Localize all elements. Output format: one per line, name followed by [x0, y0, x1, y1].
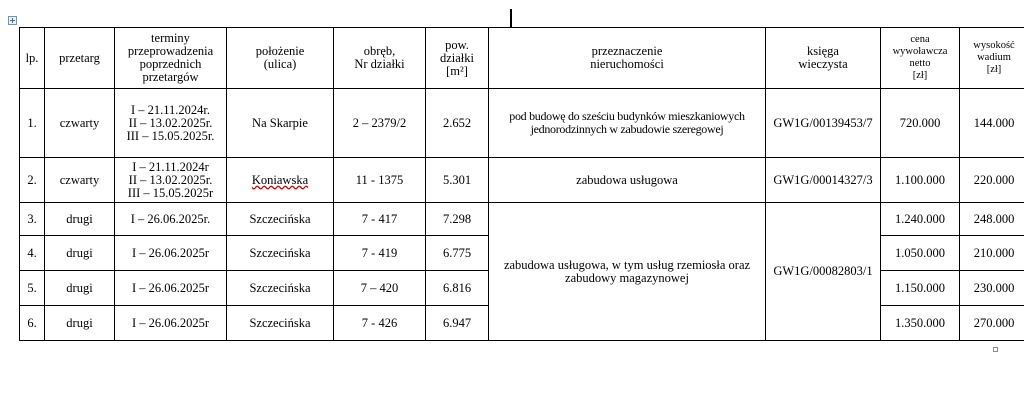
cell-lp[interactable]: 3.	[20, 203, 45, 236]
header-lp[interactable]: lp.	[20, 28, 45, 89]
cell-ulica[interactable]: Szczecińska	[227, 271, 334, 306]
cell-przeznaczenie[interactable]: pod budowę do sześciu budynków mieszkaniowych jednorodzinnych w zabudowie szeregowej	[489, 89, 766, 158]
table-row	[20, 89, 1024, 158]
cell-lp[interactable]: 5.	[20, 271, 45, 306]
cell-pow[interactable]: 6.947	[426, 306, 489, 341]
cell-pow[interactable]: 6.816	[426, 271, 489, 306]
cell-ksiega[interactable]: GW1G/00014327/3	[766, 158, 881, 203]
cell-ulica[interactable]	[227, 158, 334, 203]
cell-terminy[interactable]: I – 26.06.2025r	[115, 236, 227, 271]
cell-przetarg[interactable]: czwarty	[45, 158, 115, 203]
cell-terminy[interactable]: I – 21.11.2024r. II – 13.02.2025r. III – 15.05.2025r.	[115, 89, 227, 158]
cell-cena[interactable]: 720.000	[881, 89, 960, 158]
cell-ulica[interactable]: Szczecińska	[227, 236, 334, 271]
cell-ksiega[interactable]: GW1G/00139453/7	[766, 89, 881, 158]
cell-obreb[interactable]: 2 – 2379/2	[334, 89, 426, 158]
cell-obreb[interactable]: 7 - 426	[334, 306, 426, 341]
cell-przetarg[interactable]: czwarty	[45, 89, 115, 158]
cell-przeznaczenie-merged[interactable]: zabudowa usługowa, w tym usług rzemiosła oraz zabudowy magazynowej	[489, 203, 766, 341]
cell-wadium[interactable]: 270.000	[960, 306, 1024, 341]
cell-cena[interactable]: 1.350.000	[881, 306, 960, 341]
cell-terminy[interactable]: I – 26.06.2025r	[115, 306, 227, 341]
cell-terminy[interactable]: I – 26.06.2025r.	[115, 203, 227, 236]
cell-terminy[interactable]: I – 21.11.2024r II – 13.02.2025r. III – 15.05.2025r	[115, 158, 227, 203]
cell-wadium[interactable]: 210.000	[960, 236, 1024, 271]
property-auction-table	[19, 27, 1024, 341]
cell-ulica[interactable]: Szczecińska	[227, 203, 334, 236]
cell-wadium[interactable]: 220.000	[960, 158, 1024, 203]
header-przeznaczenie[interactable]: przeznaczenie nieruchomości	[489, 28, 766, 89]
cell-cena[interactable]: 1.240.000	[881, 203, 960, 236]
cell-pow[interactable]: 7.298	[426, 203, 489, 236]
cell-przetarg[interactable]: drugi	[45, 236, 115, 271]
cell-obreb[interactable]: 7 - 417	[334, 203, 426, 236]
cell-pow[interactable]: 5.301	[426, 158, 489, 203]
header-terminy[interactable]: terminy przeprowadzenia poprzednich przetargów	[115, 28, 227, 89]
cell-wadium[interactable]: 144.000	[960, 89, 1024, 158]
cell-lp[interactable]: 2.	[20, 158, 45, 203]
cell-lp[interactable]: 6.	[20, 306, 45, 341]
text-cursor	[510, 9, 512, 27]
cell-lp[interactable]: 4.	[20, 236, 45, 271]
cell-przetarg[interactable]: drugi	[45, 306, 115, 341]
cell-przetarg[interactable]: drugi	[45, 203, 115, 236]
header-polozenie[interactable]: położenie (ulica)	[227, 28, 334, 89]
table-move-handle-icon[interactable]	[8, 16, 17, 25]
cell-ksiega-merged[interactable]: GW1G/00082803/1	[766, 203, 881, 341]
cell-obreb[interactable]: 7 - 419	[334, 236, 426, 271]
cell-przeznaczenie[interactable]: zabudowa usługowa	[489, 158, 766, 203]
table-resize-handle-icon[interactable]	[993, 347, 998, 352]
header-cena[interactable]: cena wywoławcza netto [zł]	[881, 28, 960, 89]
table-header-row	[20, 28, 1024, 89]
cell-pow[interactable]: 2.652	[426, 89, 489, 158]
header-wadium[interactable]: wysokość wadium [zł]	[960, 28, 1024, 89]
cell-ulica[interactable]: Na Skarpie	[227, 89, 334, 158]
cell-obreb[interactable]: 7 – 420	[334, 271, 426, 306]
cell-terminy[interactable]: I – 26.06.2025r	[115, 271, 227, 306]
cell-pow[interactable]: 6.775	[426, 236, 489, 271]
cell-cena[interactable]: 1.050.000	[881, 236, 960, 271]
header-obreb[interactable]: obręb, Nr działki	[334, 28, 426, 89]
table-row	[20, 203, 1024, 236]
cell-cena[interactable]: 1.100.000	[881, 158, 960, 203]
header-przetarg[interactable]: przetarg	[45, 28, 115, 89]
cell-przetarg[interactable]: drugi	[45, 271, 115, 306]
spellcheck-underlined-text[interactable]: Koniawska	[251, 172, 309, 187]
header-pow[interactable]: pow. działki [m²]	[426, 28, 489, 89]
cell-wadium[interactable]: 230.000	[960, 271, 1024, 306]
cell-lp[interactable]: 1.	[20, 89, 45, 158]
table-row	[20, 158, 1024, 203]
header-ksiega[interactable]: księga wieczysta	[766, 28, 881, 89]
cell-wadium[interactable]: 248.000	[960, 203, 1024, 236]
cell-cena[interactable]: 1.150.000	[881, 271, 960, 306]
cell-obreb[interactable]: 11 - 1375	[334, 158, 426, 203]
cell-ulica[interactable]: Szczecińska	[227, 306, 334, 341]
